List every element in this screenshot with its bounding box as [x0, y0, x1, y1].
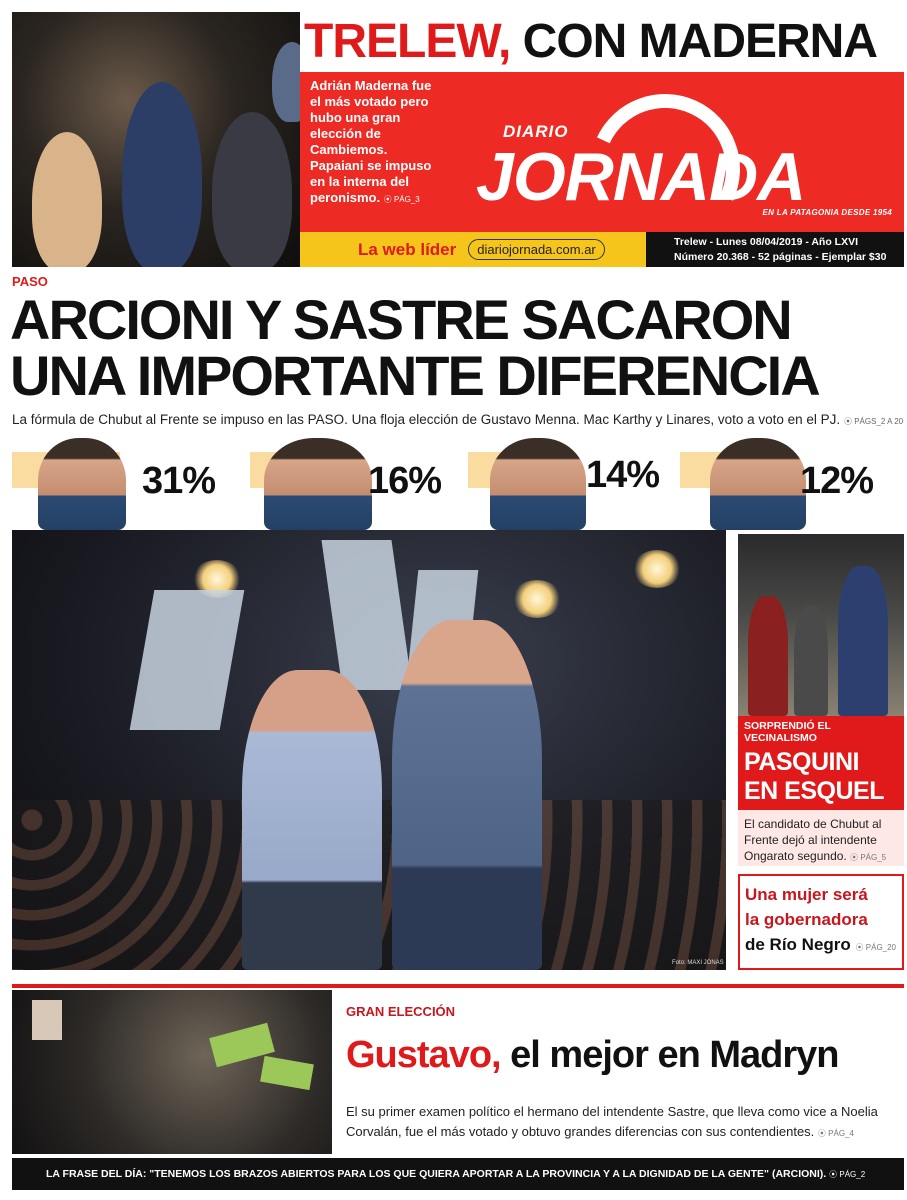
main-kicker: PASO	[12, 274, 48, 289]
edition-line-1: Trelew - Lunes 08/04/2019 - Año LXVI	[674, 236, 859, 248]
rio-negro-line-2: la gobernadora	[745, 910, 868, 929]
quote-label: LA FRASE DEL DÍA:	[46, 1168, 147, 1180]
esquel-body	[738, 810, 904, 872]
esquel-title-line-2: EN ESQUEL	[744, 777, 884, 805]
figure	[838, 566, 888, 716]
figure	[748, 596, 788, 716]
party-flag	[260, 1056, 314, 1090]
esquel-body-text: El candidato de Chubut al Frente dejó al intendente Ongarato segundo.	[744, 817, 882, 863]
esquel-story	[738, 716, 904, 866]
edition-line-2: Número 20.368 - 52 páginas - Ejemplar $30	[674, 251, 887, 263]
page-ref-text: PÁGS_2 A 20	[854, 417, 904, 426]
top-headline	[304, 12, 904, 72]
rio-negro-line-3: de Río Negro	[745, 935, 851, 954]
page-ref: ⦿ PÁG_3	[383, 195, 420, 204]
esquel-title-line-1: PASQUINI	[744, 748, 859, 776]
party-flag	[130, 590, 245, 730]
page-ref-text: PÁG_2	[839, 1170, 866, 1179]
candidate-result-3	[468, 436, 678, 530]
page-ref: ⦿ PÁG_5	[850, 853, 887, 862]
quote-text: "TENEMOS LOS BRAZOS ABIERTOS PARA LOS QUE QUIERA APORTAR A LA PROVINCIA Y A LA DIGNIDAD DE LA GENTE" (ARCIONI).	[149, 1168, 827, 1180]
celebration-stage-photo	[12, 530, 726, 970]
madryn-crowd-photo	[12, 990, 332, 1154]
esquel-kicker: SORPRENDIÓ EL VECINALISMO	[738, 716, 904, 748]
candidate-photo	[38, 438, 126, 530]
candidate-photo	[710, 438, 806, 530]
result-percent: 16%	[368, 460, 442, 502]
main-headline-line-1: ARCIONI Y SASTRE SACARON	[10, 288, 791, 351]
result-percent: 14%	[586, 454, 660, 496]
candidate-result-2	[250, 436, 460, 530]
main-headline	[10, 288, 900, 407]
rio-negro-line-1: Una mujer será	[745, 885, 868, 904]
page-ref: ⦿ PÁG_4	[817, 1129, 854, 1138]
page-ref-text: PÁG_3	[393, 195, 420, 204]
page-ref-text: PÁG_5	[860, 853, 887, 862]
web-url-link[interactable]: diariojornada.com.ar	[468, 239, 605, 260]
stage-light	[632, 550, 682, 588]
rio-negro-teaser	[738, 874, 904, 970]
masthead	[300, 72, 904, 232]
figure	[32, 1000, 62, 1040]
crowd-photo-trelew	[12, 12, 300, 267]
top-headline-city: TRELEW,	[304, 15, 511, 68]
section-rule	[12, 984, 904, 988]
photo-credit: Foto: MAXI JONAS	[672, 960, 724, 966]
figure	[794, 606, 828, 716]
top-story-lede-text: Adrián Maderna fue el más votado pero hubo una gran elección de Cambiemos. Papaiani se impuso en la interna del peronismo.	[310, 78, 432, 205]
candidate-photo	[264, 438, 372, 530]
madryn-headline-name: Gustavo,	[346, 1034, 501, 1076]
top-story-lede	[310, 78, 438, 208]
page-ref-text: PÁG_4	[828, 1129, 854, 1138]
page-ref: ⦿ PÁGS_2 A 20	[843, 417, 904, 426]
madryn-body-text: El su primer examen político el hermano del intendente Sastre, que lleva como vice a Noelia Corvalán, fue el más votado y obtuvo grandes diferencias con sus contendientes.	[346, 1104, 878, 1139]
web-bar	[300, 232, 646, 267]
esquel-photo	[738, 534, 904, 716]
madryn-body	[346, 1102, 902, 1144]
madryn-kicker: GRAN ELECCIÓN	[346, 1004, 456, 1019]
page-ref: ⦿ PÁG_2	[829, 1170, 866, 1179]
madryn-headline-rest: el mejor en Madryn	[510, 1034, 839, 1076]
candidate-photo	[490, 438, 586, 530]
party-flag	[321, 540, 412, 690]
result-percent: 12%	[800, 460, 874, 502]
candidate-figure	[392, 620, 542, 970]
main-subhead	[12, 412, 902, 427]
tagline: EN LA PATAGONIA DESDE 1954	[762, 208, 892, 217]
web-label: La web líder	[358, 239, 457, 259]
page-ref-text: PÁG_20	[865, 943, 897, 952]
page-ref: ⦿ PÁG_20	[855, 943, 897, 952]
newspaper-logo: JORNADA	[476, 139, 806, 215]
candidate-result-1	[12, 436, 228, 530]
madryn-headline	[346, 1034, 839, 1077]
candidate-result-4	[680, 436, 902, 530]
top-headline-rest: CON MADERNA	[522, 15, 877, 68]
logo-small-text: DIARIO	[503, 122, 569, 141]
edition-info	[646, 232, 904, 267]
main-subhead-text: La fórmula de Chubut al Frente se impuso en las PASO. Una floja elección de Gustavo Menna. Mac Karthy y Linares, voto a voto en el PJ.	[12, 412, 841, 427]
quote-of-the-day	[12, 1158, 904, 1190]
result-percent: 31%	[142, 460, 216, 502]
main-headline-line-2: UNA IMPORTANTE DIFERENCIA	[10, 344, 819, 407]
esquel-title	[738, 748, 904, 810]
stage-light	[512, 580, 562, 618]
candidate-figure	[242, 670, 382, 970]
